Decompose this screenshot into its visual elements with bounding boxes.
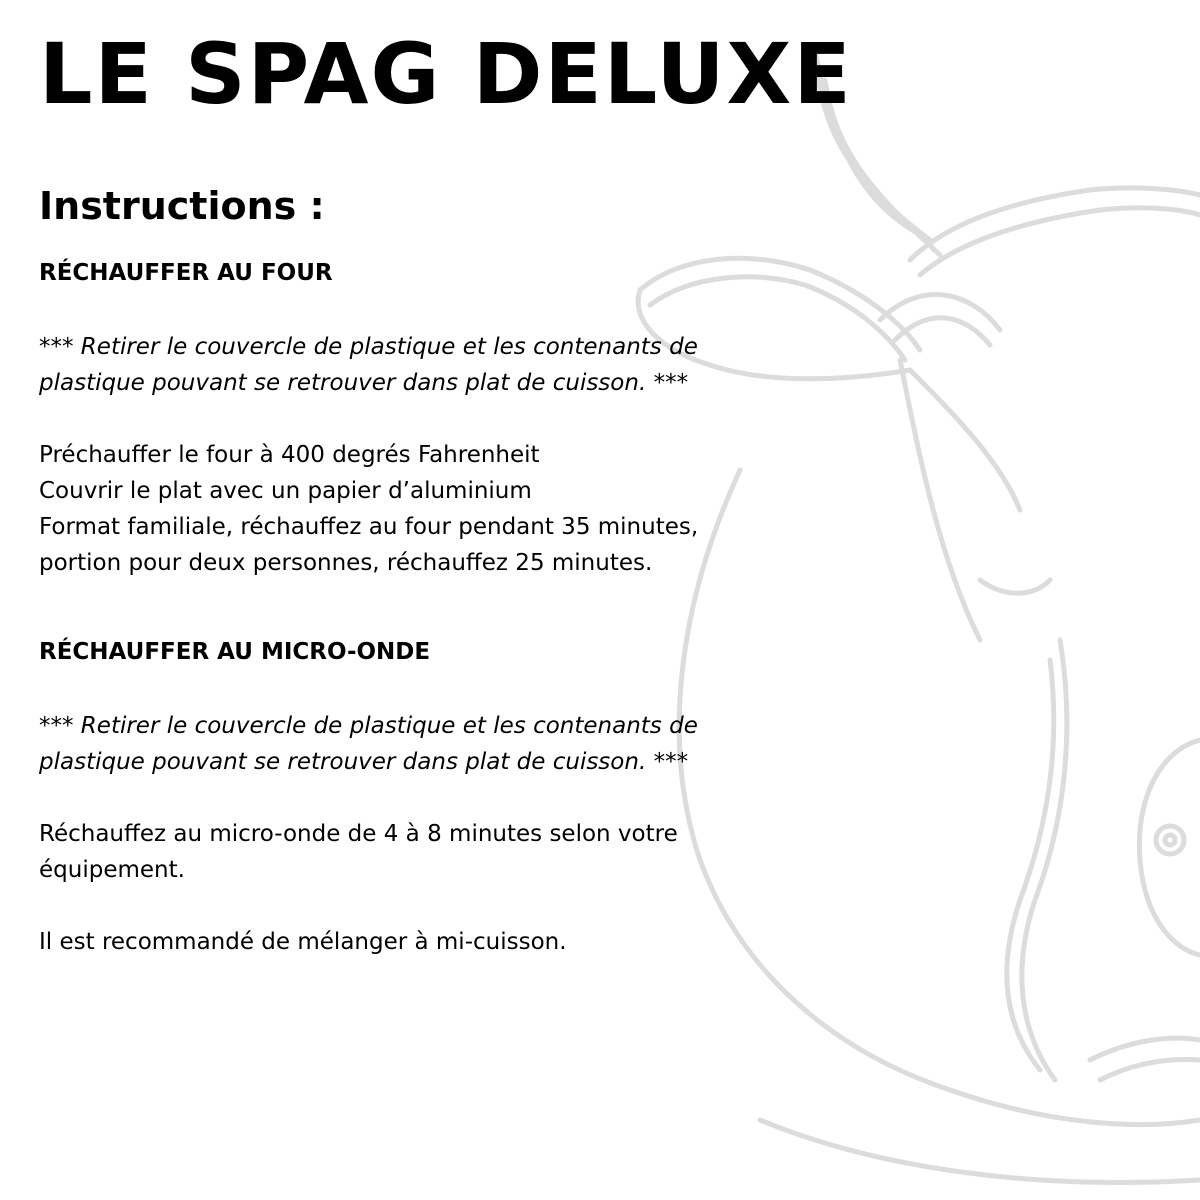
microwave-warning xyxy=(39,708,779,780)
microwave-steps xyxy=(39,816,779,888)
microwave-warning-line: *** Retirer le couvercle de plastique et les contenants de xyxy=(39,713,698,739)
oven-warning xyxy=(39,329,779,401)
product-title: LE SPAG DELUXE xyxy=(39,25,853,123)
microwave-step: Réchauffez au micro-onde de 4 à 8 minutes selon votre xyxy=(39,821,678,847)
oven-step: Couvrir le plat avec un papier d’aluminium xyxy=(39,478,532,504)
instructions-heading: Instructions : xyxy=(39,184,325,228)
bull-head-sketch-icon xyxy=(620,40,1200,1200)
oven-step: Préchauffer le four à 400 degrés Fahrenheit xyxy=(39,442,540,468)
microwave-step: équipement. xyxy=(39,857,185,883)
oven-section-heading: RÉCHAUFFER AU FOUR xyxy=(39,260,333,286)
mixing-note xyxy=(39,924,779,960)
microwave-section-heading: RÉCHAUFFER AU MICRO-ONDE xyxy=(39,639,431,665)
mixing-note-text: Il est recommandé de mélanger à mi-cuisson. xyxy=(39,929,567,955)
microwave-warning-line: plastique pouvant se retrouver dans plat de cuisson. *** xyxy=(39,749,689,775)
oven-warning-line: *** Retirer le couvercle de plastique et les contenants de xyxy=(39,334,698,360)
oven-warning-line: plastique pouvant se retrouver dans plat de cuisson. *** xyxy=(39,370,689,396)
oven-step: Format familiale, réchauffez au four pendant 35 minutes, xyxy=(39,514,699,540)
oven-step: portion pour deux personnes, réchauffez 25 minutes. xyxy=(39,550,653,576)
oven-steps xyxy=(39,437,779,581)
